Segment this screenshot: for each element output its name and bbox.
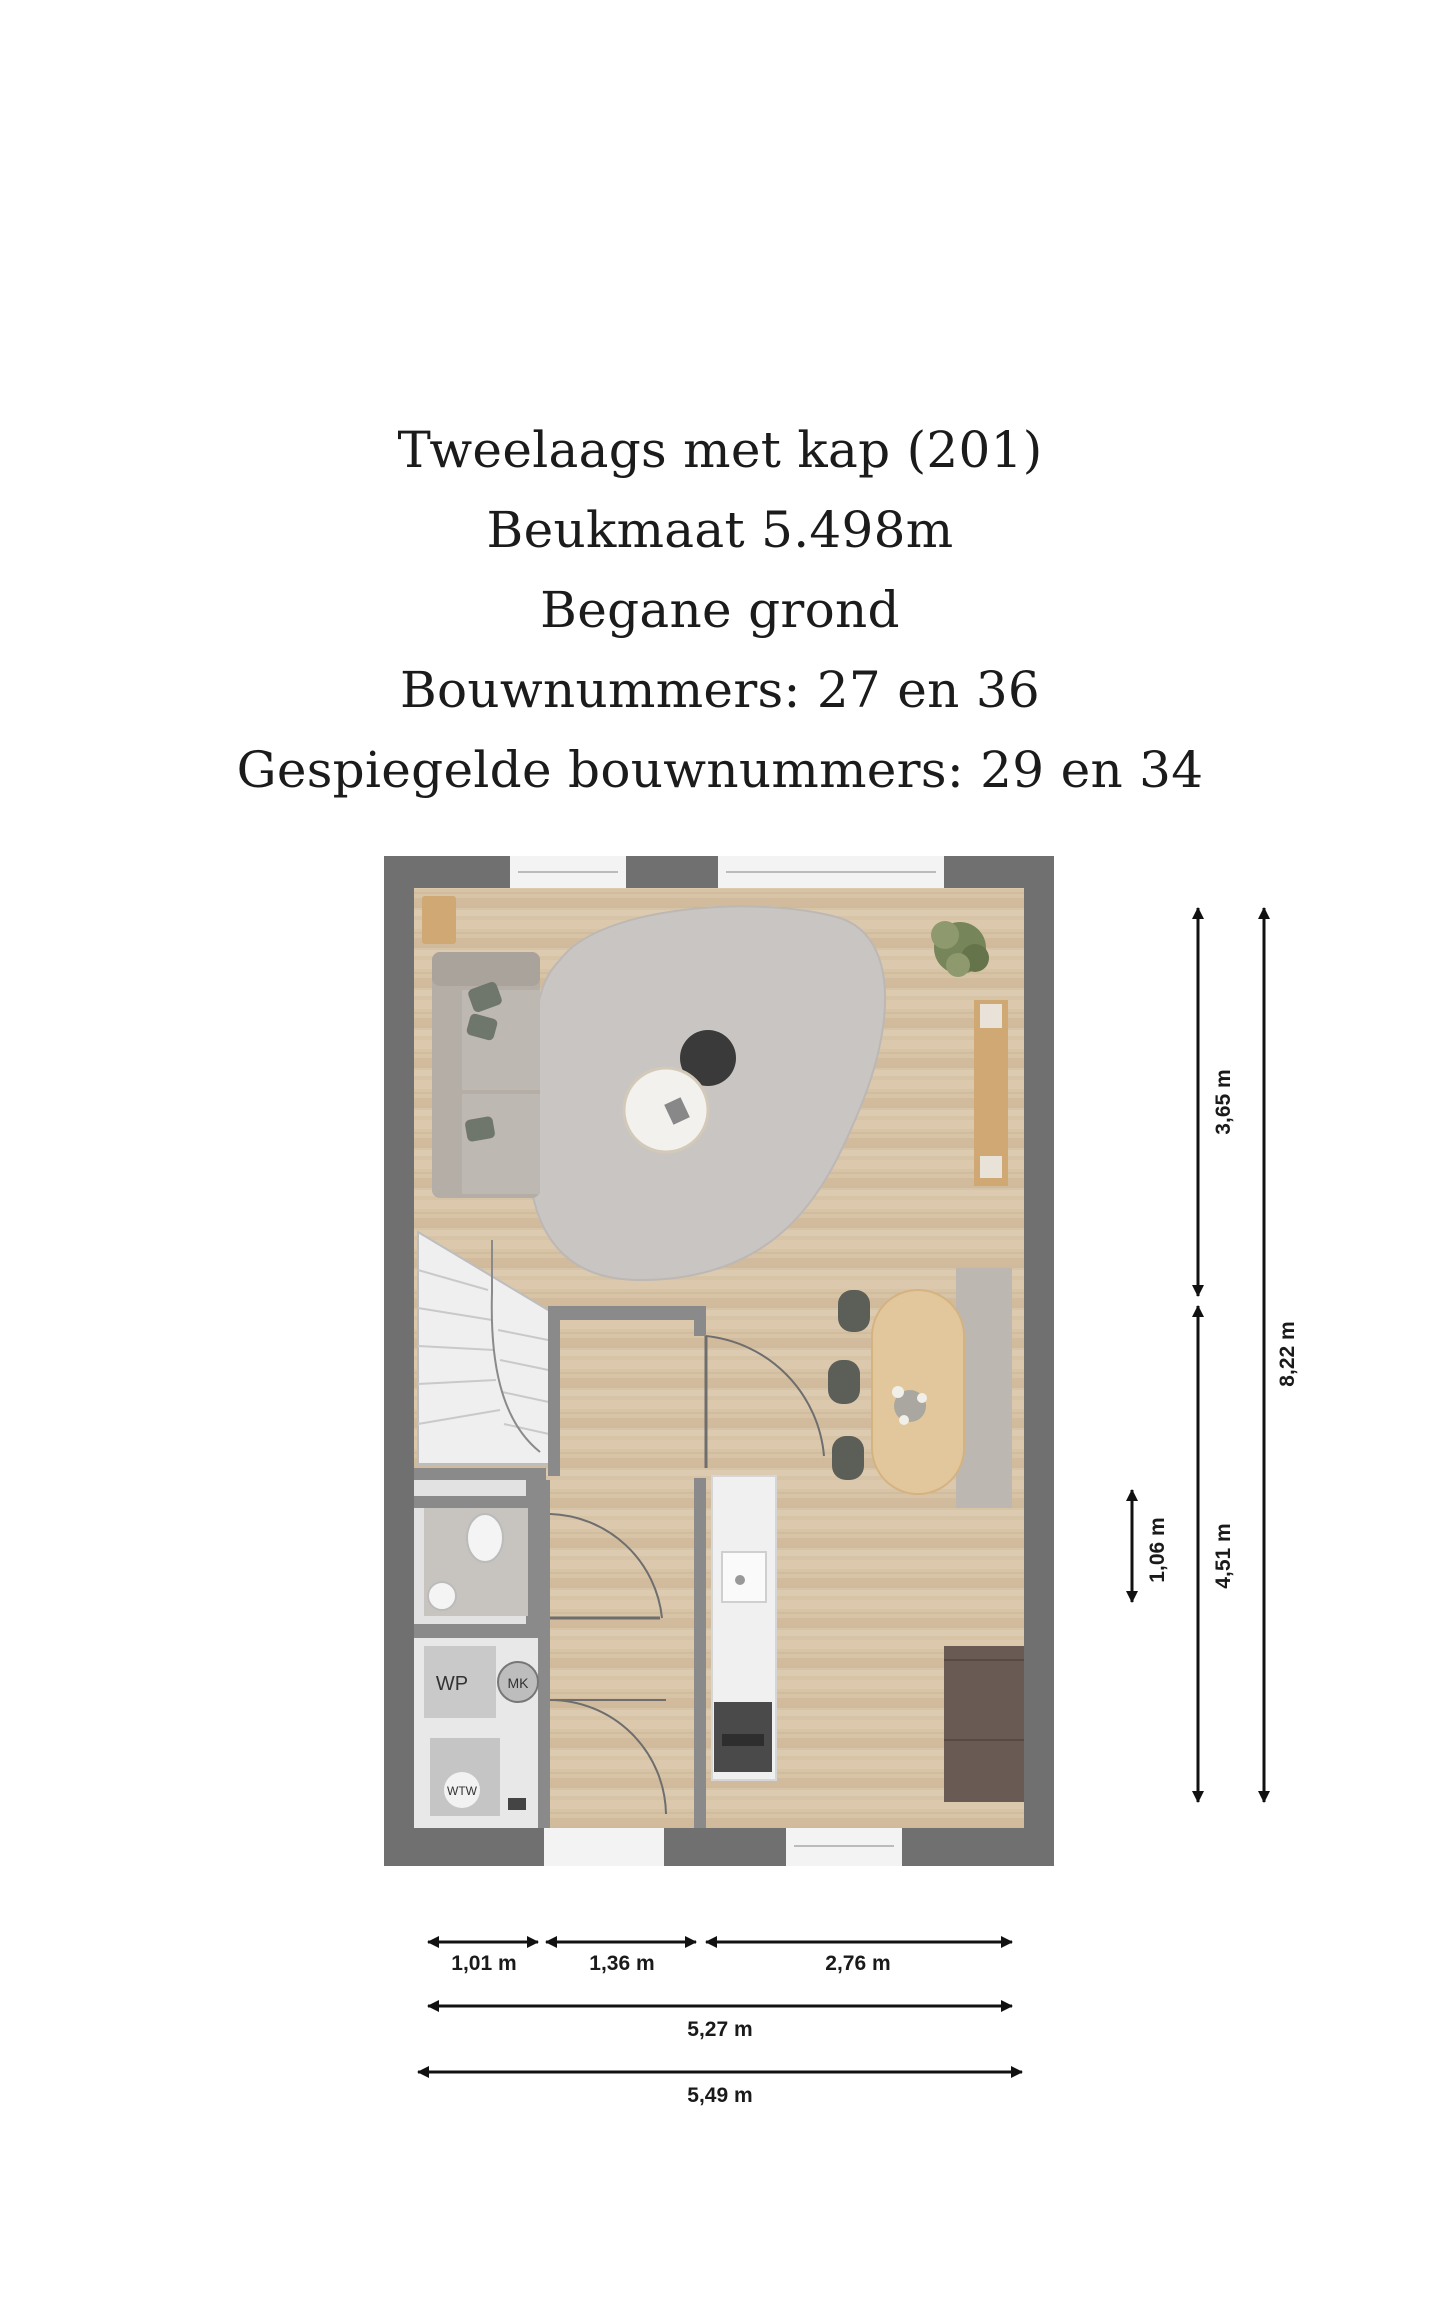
dresser: [944, 1646, 1024, 1802]
heat-pump-label: WP: [435, 1673, 469, 1695]
title-floor: Begane grond: [540, 581, 900, 639]
dimension-right-lower: 4,51 m: [1212, 1523, 1235, 1589]
dimension-bottom-1: 1,01 m: [451, 1952, 517, 1975]
hall-wall-left: [538, 1480, 550, 1828]
dimension-bottom-outer-total: 5,49 m: [687, 2084, 753, 2107]
title-mirrored-bouwnummers: Gespiegelde bouwnummers: 29 en 34: [236, 741, 1204, 799]
title-house-type: Tweelaags met kap (201): [397, 421, 1043, 479]
dimension-right-upper: 3,65 m: [1212, 1069, 1235, 1135]
hall-wall-left-upper: [548, 1306, 560, 1476]
dimension-bottom-3: 2,76 m: [825, 1952, 891, 1975]
hall-wall-right: [694, 1478, 706, 1828]
dimension-bottom-2: 1,36 m: [589, 1952, 655, 1975]
title-beukmaat: Beukmaat 5.498m: [486, 501, 954, 559]
vertical-dimensions: [1132, 908, 1264, 1802]
dining-chair: [832, 1436, 864, 1480]
dimension-right-total: 8,22 m: [1276, 1321, 1299, 1387]
hall-wall-top: [548, 1306, 704, 1320]
dining-chair: [828, 1360, 860, 1404]
dining-table: [872, 1290, 964, 1494]
meter-cabinet-label: MK: [507, 1675, 529, 1691]
dining-chair: [838, 1290, 870, 1332]
stair-base-wall: [414, 1468, 546, 1480]
hand-basin-icon: [428, 1582, 456, 1610]
coffee-table-large: [624, 1068, 708, 1152]
side-table: [422, 896, 456, 944]
front-door-opening: [544, 1828, 664, 1866]
toilet-icon: [467, 1514, 503, 1562]
title-bouwnummers: Bouwnummers: 27 en 36: [399, 661, 1041, 719]
dimension-right-small: 1,06 m: [1146, 1517, 1169, 1583]
dimension-bottom-inner-total: 5,27 m: [687, 2018, 753, 2041]
ventilation-unit-label: WTW: [447, 1784, 477, 1798]
